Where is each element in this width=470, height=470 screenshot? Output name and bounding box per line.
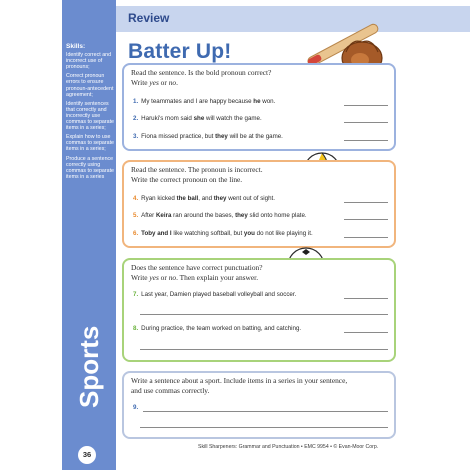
question-8: 8. During practice, the team worked on batting, and catching.	[133, 325, 302, 332]
skill-item: Identify correct and incorrect use of pronouns;	[66, 52, 112, 71]
skill-item: Correct pronoun errors to ensure pronoun-antecedent agreement;	[66, 73, 114, 98]
answer-line-3[interactable]	[344, 140, 388, 141]
answer-line-4[interactable]	[344, 202, 388, 203]
theme-label: Sports	[74, 325, 104, 408]
answer-line-8a[interactable]	[344, 332, 388, 333]
footer: Skill Sharpeners: Grammar and Punctuation • EMC 9954 • © Evan-Moor Corp.	[198, 444, 379, 450]
answer-line-1[interactable]	[344, 105, 388, 106]
section-2-instruction: Read the sentence. The pronoun is incorrect. Write the correct pronoun on the line.	[131, 165, 263, 184]
question-7: 7. Last year, Damien played baseball volleyball and soccer.	[133, 291, 297, 298]
answer-line-7b[interactable]	[140, 314, 388, 315]
answer-line-8b[interactable]	[140, 349, 388, 350]
section-4-instruction: Write a sentence about a sport. Include items in a series in your sentence, and use commas correctly.	[131, 376, 348, 395]
question-9: 9.	[133, 404, 139, 411]
answer-line-2[interactable]	[344, 122, 388, 123]
skills-title: Skills:	[66, 43, 86, 50]
page-title: Batter Up!	[128, 40, 232, 63]
skill-item: Explain how to use commas to separate items in a series;	[66, 134, 114, 153]
skill-item: Identify sentences that correctly and incorrectly use commas to separate items in a series;	[66, 100, 114, 132]
skills-panel	[66, 44, 114, 183]
answer-line-5[interactable]	[344, 219, 388, 220]
question-5: 5. After Keira ran around the bases, they slid onto home plate.	[133, 212, 307, 219]
skill-item: Produce a sentence correctly using commas to separate items in a series	[66, 155, 114, 180]
page-number: 36	[78, 446, 96, 464]
section-3-instruction: Does the sentence have correct punctuation? Write yes or no. Then explain your answer.	[131, 263, 263, 282]
question-6: 6. Toby and I like watching softball, but you do not like playing it.	[133, 230, 313, 237]
question-4: 4. Ryan kicked the ball, and they went out of sight.	[133, 195, 275, 202]
question-1: 1. My teammates and I are happy because he won.	[133, 98, 276, 105]
question-2: 2. Haruki's mom said she will watch the game.	[133, 115, 262, 122]
answer-line-7a[interactable]	[344, 298, 388, 299]
answer-line-9b[interactable]	[140, 427, 388, 428]
answer-line-9a[interactable]	[143, 411, 388, 412]
answer-line-6[interactable]	[344, 237, 388, 238]
section-1-instruction: Read the sentence. Is the bold pronoun correct? Write yes or no.	[131, 68, 272, 87]
question-3: 3. Fiona missed practice, but they will be at the game.	[133, 133, 283, 140]
header-title: Review	[128, 11, 170, 25]
